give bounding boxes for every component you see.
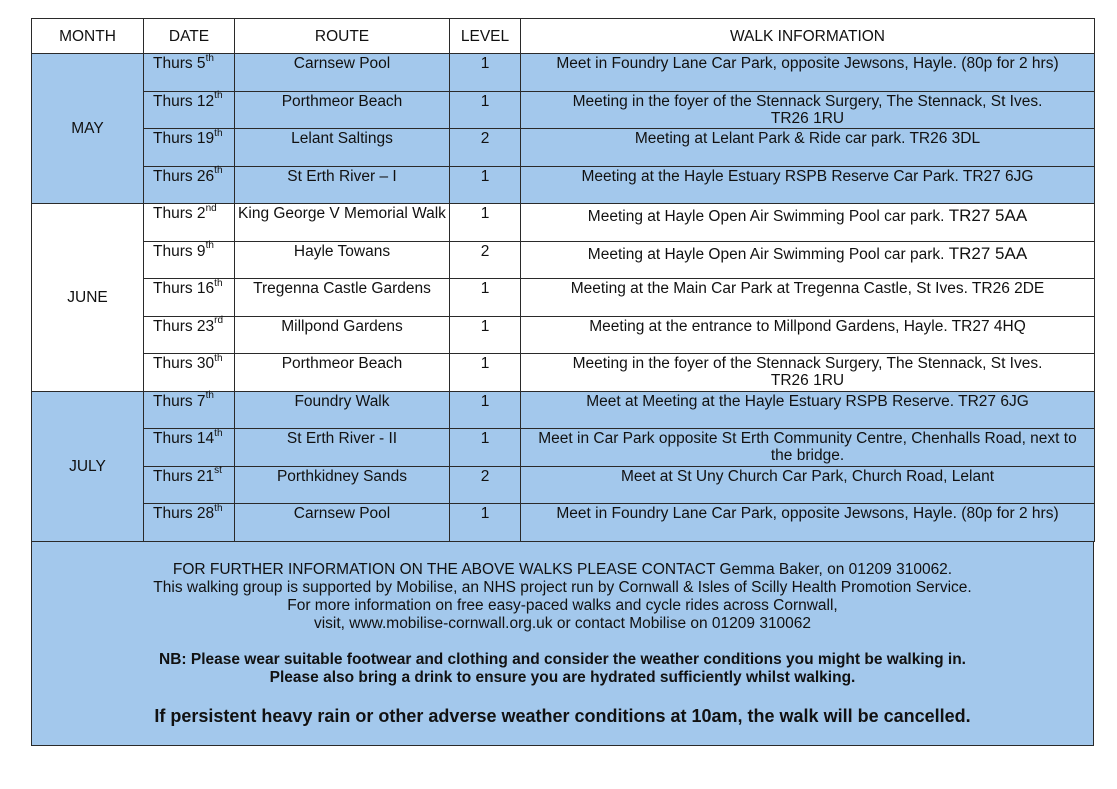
route-cell [235,391,450,429]
level-text: 1 [480,355,490,372]
date-suffix: th [205,240,214,252]
info-text: Meeting in the foyer of the Stennack Surgery, The Stennack, St Ives. [572,92,1043,110]
route-cell [235,166,450,204]
level-cell [450,466,521,504]
level-cell [450,504,521,542]
table-row [32,204,1095,242]
date-text: Thurs 14 [153,430,215,447]
info-cell [521,316,1095,354]
level-text: 1 [480,317,490,335]
date-text: Thurs 5 [153,55,206,72]
route-text: Hayle Towans [293,242,391,260]
route-cell [235,429,450,467]
route-cell [235,504,450,542]
route-text: St Erth River – I [287,167,397,185]
footer-info [31,542,1094,746]
date-text: Thurs 26 [153,167,215,185]
info-text: Meeting at the entrance to Millpond Gardens, Hayle. TR27 4HQ [589,317,1026,335]
table-row [32,129,1095,167]
info-cell [521,241,1095,279]
date-suffix: th [214,165,223,177]
level-text: 2 [480,130,490,147]
date-cell [144,466,235,504]
date-cell [144,54,235,92]
date-cell [144,166,235,204]
info-cell [521,91,1095,129]
info-cell [521,429,1095,467]
date-suffix: th [214,127,223,139]
info-postcode: TR27 5AA [948,206,1028,225]
date-suffix: th [214,502,223,514]
info-postcode: TR27 5AA [948,243,1028,263]
level-text: 2 [480,242,490,260]
level-text: 1 [480,92,490,110]
date-suffix: th [214,427,223,439]
route-cell [235,129,450,167]
date-suffix: st [214,465,222,477]
date-suffix: th [205,52,214,64]
info-text: Meet at St Uny Church Car Park, Church Road, Lelant [620,467,995,485]
level-cell [450,241,521,279]
info-cell [521,204,1095,242]
date-cell [144,354,235,392]
table-row [32,166,1095,204]
level-cell [450,391,521,429]
cancellation-note: If persistent heavy rain or other adverse weather conditions at 10am, the walk will be cancelled. [154,705,971,726]
info-cell [521,279,1095,317]
month-cell: JUNE [32,204,144,392]
date-cell [144,279,235,317]
route-text: Millpond Gardens [281,317,403,335]
table-row [32,429,1095,467]
walks-schedule [31,18,1094,746]
info-cell [521,466,1095,504]
date-cell [144,391,235,429]
date-cell [144,204,235,242]
table-row [32,391,1095,429]
route-cell [235,279,450,317]
info-text-continued: TR26 1RU [770,109,845,127]
info-cell [521,54,1095,92]
footwear-note: NB: Please wear suitable footwear and clothing and consider the weather conditions you might be walking in. [159,650,966,668]
date-cell [144,429,235,467]
date-suffix: rd [214,315,224,327]
header-level: LEVEL [450,19,521,54]
date-suffix: th [214,352,223,364]
level-cell [450,204,521,242]
header-date: DATE [144,19,235,54]
table-row [32,354,1095,392]
level-cell [450,279,521,317]
info-text-continued: TR26 1RU [770,372,845,389]
website-line: visit, www.mobilise-cornwall.org.uk or contact Mobilise on 01209 310062 [313,614,812,632]
header-walk-information: WALK INFORMATION [521,19,1095,54]
level-text: 1 [480,205,490,222]
date-suffix: th [214,90,223,102]
route-cell [235,91,450,129]
route-text: Porthmeor Beach [281,92,403,110]
route-text: Porthkidney Sands [276,467,408,485]
date-text: Thurs 28 [153,505,215,522]
route-text: St Erth River - II [286,430,398,447]
route-text: Foundry Walk [294,392,390,410]
info-text: Meeting at Hayle Open Air Swimming Pool car park. [587,208,945,225]
date-text: Thurs 30 [153,355,215,372]
info-text: Meet in Car Park opposite St Erth Community Centre, Chenhalls Road, next to [538,430,1077,447]
info-text: Meet in Foundry Lane Car Park, opposite Jewsons, Hayle. (80p for 2 hrs) [556,55,1059,72]
table-row [32,91,1095,129]
date-suffix: th [214,277,223,289]
walks-table [31,18,1095,542]
date-text: Thurs 12 [153,92,215,110]
level-cell [450,129,521,167]
level-cell [450,91,521,129]
level-text: 1 [480,505,490,522]
date-text: Thurs 2 [153,205,206,222]
date-suffix: nd [205,202,217,214]
level-text: 2 [480,467,490,485]
route-text: King George V Memorial Walk [238,205,446,222]
level-cell [450,166,521,204]
more-info-line: For more information on free easy-paced walks and cycle rides across Cornwall, [287,596,838,614]
info-cell [521,129,1095,167]
route-text: Lelant Saltings [291,130,393,147]
date-cell [144,129,235,167]
info-text: Meeting at the Hayle Estuary RSPB Reserve Car Park. TR27 6JG [581,167,1034,185]
date-text: Thurs 7 [153,392,206,410]
info-text: Meeting in the foyer of the Stennack Surgery, The Stennack, St Ives. [572,355,1043,372]
info-text: Meeting at the Main Car Park at Tregenna Castle, St Ives. TR26 2DE [570,280,1045,297]
level-text: 1 [480,280,490,297]
table-row [32,241,1095,279]
date-cell [144,504,235,542]
date-text: Thurs 21 [153,467,215,485]
info-cell [521,391,1095,429]
info-text: Meet at Meeting at the Hayle Estuary RSPB Reserve. TR27 6JG [586,392,1029,410]
info-cell [521,504,1095,542]
date-text: Thurs 19 [153,130,215,147]
table-row [32,54,1095,92]
info-cell [521,354,1095,392]
level-cell [450,429,521,467]
table-row [32,279,1095,317]
info-text: Meet in Foundry Lane Car Park, opposite Jewsons, Hayle. (80p for 2 hrs) [556,505,1059,522]
date-text: Thurs 23 [153,317,215,335]
route-cell [235,466,450,504]
table-row [32,504,1095,542]
level-text: 1 [480,430,490,447]
header-month: MONTH [32,19,144,54]
route-cell [235,241,450,279]
date-text: Thurs 16 [153,280,215,297]
month-cell: JULY [32,391,144,541]
table-row [32,316,1095,354]
info-text-continued: the bridge. [770,447,845,464]
level-cell [450,54,521,92]
drink-note: Please also bring a drink to ensure you are hydrated sufficiently whilst walking. [269,668,856,686]
level-text: 1 [480,392,490,410]
walks-body [32,54,1095,542]
route-text: Tregenna Castle Gardens [253,280,431,297]
level-cell [450,354,521,392]
date-text: Thurs 9 [153,242,206,260]
header-row [32,19,1095,54]
route-cell [235,54,450,92]
info-cell [521,166,1095,204]
support-line: This walking group is supported by Mobilise, an NHS project run by Cornwall & Isles of Scilly Health Promotion Service. [153,578,972,596]
contact-line: FOR FURTHER INFORMATION ON THE ABOVE WALKS PLEASE CONTACT Gemma Baker, on 01209 310062. [172,560,953,578]
info-text: Meeting at Hayle Open Air Swimming Pool car park. [587,245,945,263]
level-cell [450,316,521,354]
route-text: Porthmeor Beach [281,355,403,372]
route-text: Carnsew Pool [293,505,391,522]
date-cell [144,316,235,354]
date-cell [144,91,235,129]
header-route: ROUTE [235,19,450,54]
route-cell [235,316,450,354]
route-text: Carnsew Pool [293,55,391,72]
date-cell [144,241,235,279]
level-text: 1 [480,167,490,185]
table-row [32,466,1095,504]
route-cell [235,354,450,392]
info-text: Meeting at Lelant Park & Ride car park. TR26 3DL [634,130,981,147]
month-cell: MAY [32,54,144,204]
date-suffix: th [205,390,214,402]
level-text: 1 [480,55,490,72]
route-cell [235,204,450,242]
